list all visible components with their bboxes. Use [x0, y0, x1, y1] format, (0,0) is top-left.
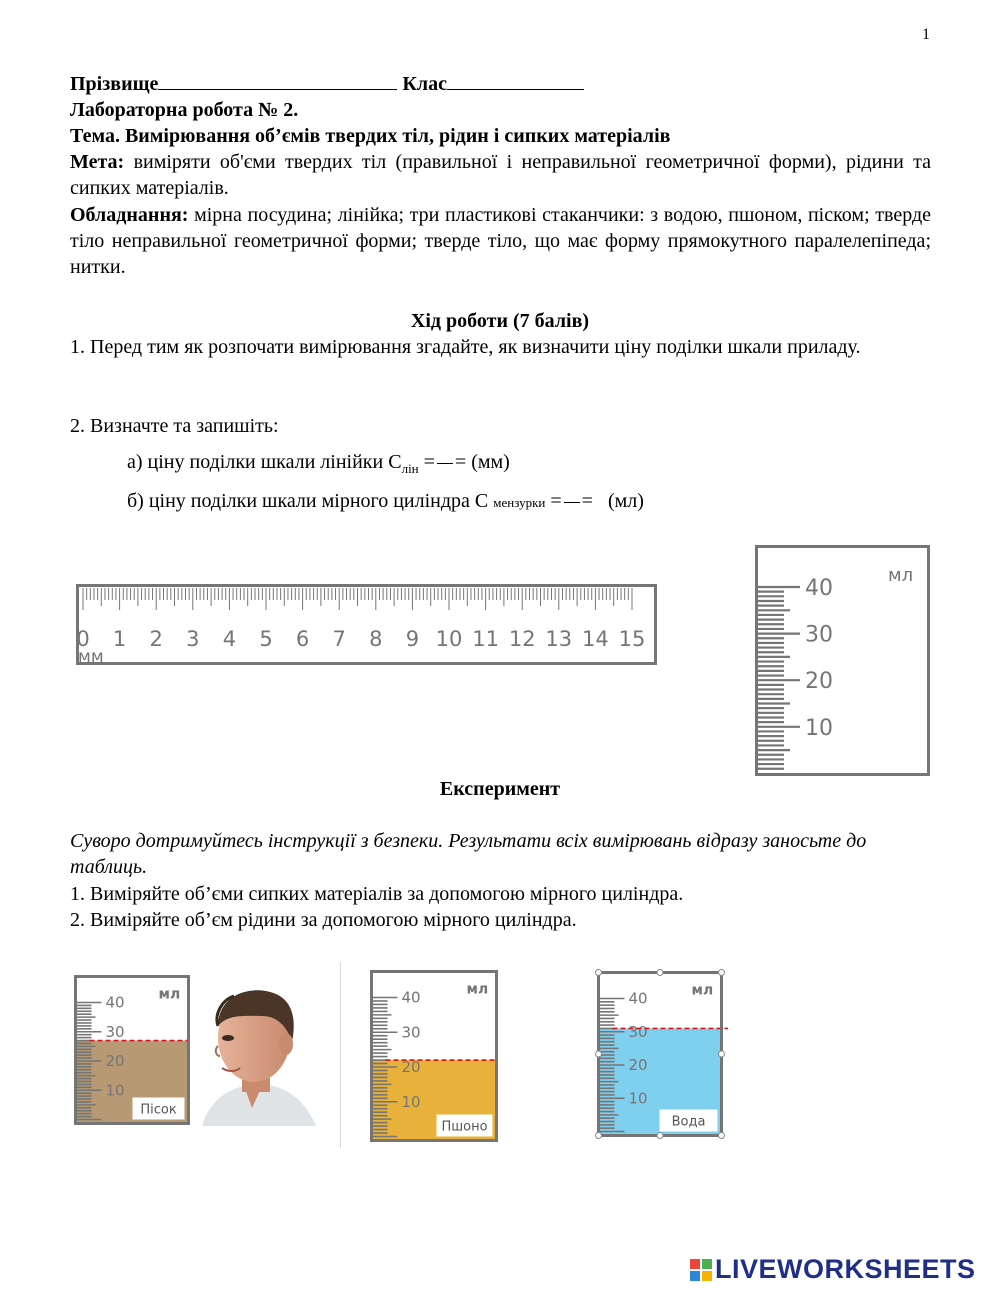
ruler-unit-label: мм: [78, 647, 104, 667]
goal-paragraph: [70, 149, 931, 201]
beaker-scale-label: 30: [401, 1023, 421, 1042]
ruler-number: 12: [508, 627, 536, 651]
ruler-number: 13: [545, 627, 573, 651]
beaker-label: Вода: [671, 1114, 706, 1130]
cylinder-equals-2: =: [581, 490, 593, 512]
surname-label: Прізвище: [70, 73, 159, 95]
beaker-scale-label: 40: [105, 993, 125, 1012]
ruler-figure: [76, 584, 658, 668]
name-class-line: [70, 71, 584, 97]
cylinder-label: 10: [805, 715, 833, 741]
beaker-scale-label: 10: [105, 1081, 125, 1100]
cylinder-label: 20: [805, 669, 833, 695]
ruler-number: 5: [259, 627, 273, 651]
cylinder-figure: [755, 545, 931, 777]
lab-title: Лабораторна робота № 2.: [70, 99, 299, 121]
selection-handle: [719, 1133, 725, 1139]
ruler-number: 8: [369, 627, 383, 651]
class-blank[interactable]: [447, 71, 584, 90]
ruler-number: 3: [186, 627, 200, 651]
beaker-label: Пісок: [140, 1102, 177, 1118]
ruler-unit: (мм): [471, 451, 510, 473]
vertical-separator: [340, 962, 341, 1148]
selection-handle: [719, 1051, 725, 1057]
goal-text: виміряти об'єми твердих тіл (правильної і неправильної геометричної форми), рідини та сипких матеріалів.: [70, 151, 931, 199]
page-number: 1: [922, 26, 930, 43]
goal-label: Мета:: [70, 151, 125, 173]
equipment-label: Обладнання:: [70, 204, 189, 226]
beaker-sand: [74, 975, 190, 1125]
ruler-equals: =: [423, 451, 435, 473]
ruler-number: 11: [472, 627, 499, 651]
ruler-division-prefix: а) ціну поділки шкали лінійки С: [127, 451, 402, 473]
surname-blank[interactable]: [158, 71, 397, 90]
safety-instruction: Суворо дотримуйтесь інструкції з безпеки. Результати всіх вимірювань відразу заносьте до таблиць.: [70, 830, 867, 878]
procedure-step-1: 1. Перед тим як розпочати вимірювання згадайте, як визначити ціну поділки шкали приладу.: [70, 336, 861, 358]
procedure-step-2: 2. Визначте та запишіть:: [70, 415, 279, 437]
experiment-heading: Експеримент: [439, 778, 561, 800]
beaker-unit-label: мл: [466, 981, 489, 998]
ruler-division-line: [127, 449, 510, 482]
beaker-scale-label: 20: [401, 1058, 421, 1076]
ruler-number: 2: [149, 627, 163, 651]
cylinder-subscript: мензурки: [493, 495, 546, 510]
beaker-millet: [370, 970, 498, 1142]
beaker-label: Пшоно: [441, 1119, 488, 1135]
beaker-scale-label: 20: [628, 1056, 648, 1074]
beaker-scale-label: 30: [628, 1022, 648, 1041]
beaker-scale-label: 30: [105, 1022, 125, 1041]
selection-handle: [596, 1133, 602, 1139]
selection-handle: [657, 970, 663, 976]
selection-handle: [596, 1051, 602, 1057]
ruler-number: 0: [76, 627, 90, 651]
ruler-number: 14: [582, 627, 609, 651]
topic: Тема. Вимірювання об’ємів твердих тіл, рідин і сипких матеріалів: [70, 125, 671, 147]
equipment-paragraph: [70, 202, 931, 280]
cylinder-equals: =: [550, 490, 562, 512]
beaker-scale-label: 10: [628, 1089, 648, 1108]
procedure-heading: Хід роботи (7 балів): [410, 310, 590, 332]
cylinder-label: 30: [805, 622, 833, 648]
ruler-frame: [78, 586, 656, 664]
ruler-number: 1: [112, 627, 127, 651]
beaker-unit-label: мл: [691, 982, 714, 999]
ruler-equals-2: =: [454, 451, 467, 473]
experiment-step-2: 2. Виміряйте об’єм рідини за допомогою мірного циліндра.: [70, 909, 577, 931]
experiment-step-1: 1. Виміряйте об’єми сипких матеріалів за допомогою мірного циліндра.: [70, 883, 684, 905]
cylinder-label: 40: [805, 576, 833, 601]
beaker-water[interactable]: [592, 966, 728, 1142]
ruler-number: 6: [295, 627, 310, 651]
cylinder-unit-label: мл: [888, 565, 914, 586]
ruler-answer-blank[interactable]: [437, 463, 453, 464]
ruler-number: 15: [618, 627, 646, 651]
liveworksheets-brand: [690, 1254, 976, 1285]
ruler-number: 7: [332, 627, 346, 651]
cylinder-answer-blank[interactable]: [564, 502, 580, 503]
beaker-scale-label: 40: [401, 988, 421, 1007]
beaker-scale-label: 40: [628, 989, 648, 1008]
ruler-number: 4: [222, 627, 237, 651]
ruler-number: 10: [435, 627, 463, 651]
liveworksheets-logo-icon: [690, 1259, 712, 1281]
selection-handle: [657, 1133, 663, 1139]
beaker-unit-label: мл: [158, 986, 181, 1003]
equipment-text: мірна посудина; лінійка; три пластикові стаканчики: з водою, пшоном, піском; тверде тіло неправильної геометричної форми; тверде тіло, що має форму прямокутного паралелепіпеда; нитки.: [70, 204, 931, 278]
ruler-number: 9: [405, 627, 420, 651]
person-eye-level-illustration: [192, 986, 320, 1126]
beaker-scale-label: 10: [401, 1092, 421, 1111]
cylinder-division-line: [127, 488, 644, 516]
cylinder-unit: (мл): [607, 490, 644, 512]
cylinder-division-prefix: б) ціну поділки шкали мірного циліндра С: [127, 490, 494, 512]
class-label: Клас: [402, 73, 447, 95]
ruler-subscript: лін: [401, 461, 419, 476]
beaker-scale-label: 20: [105, 1052, 125, 1070]
liveworksheets-wordmark: LIVEWORKSHEETS: [715, 1254, 976, 1284]
selection-handle: [596, 970, 602, 976]
selection-handle: [719, 970, 725, 976]
